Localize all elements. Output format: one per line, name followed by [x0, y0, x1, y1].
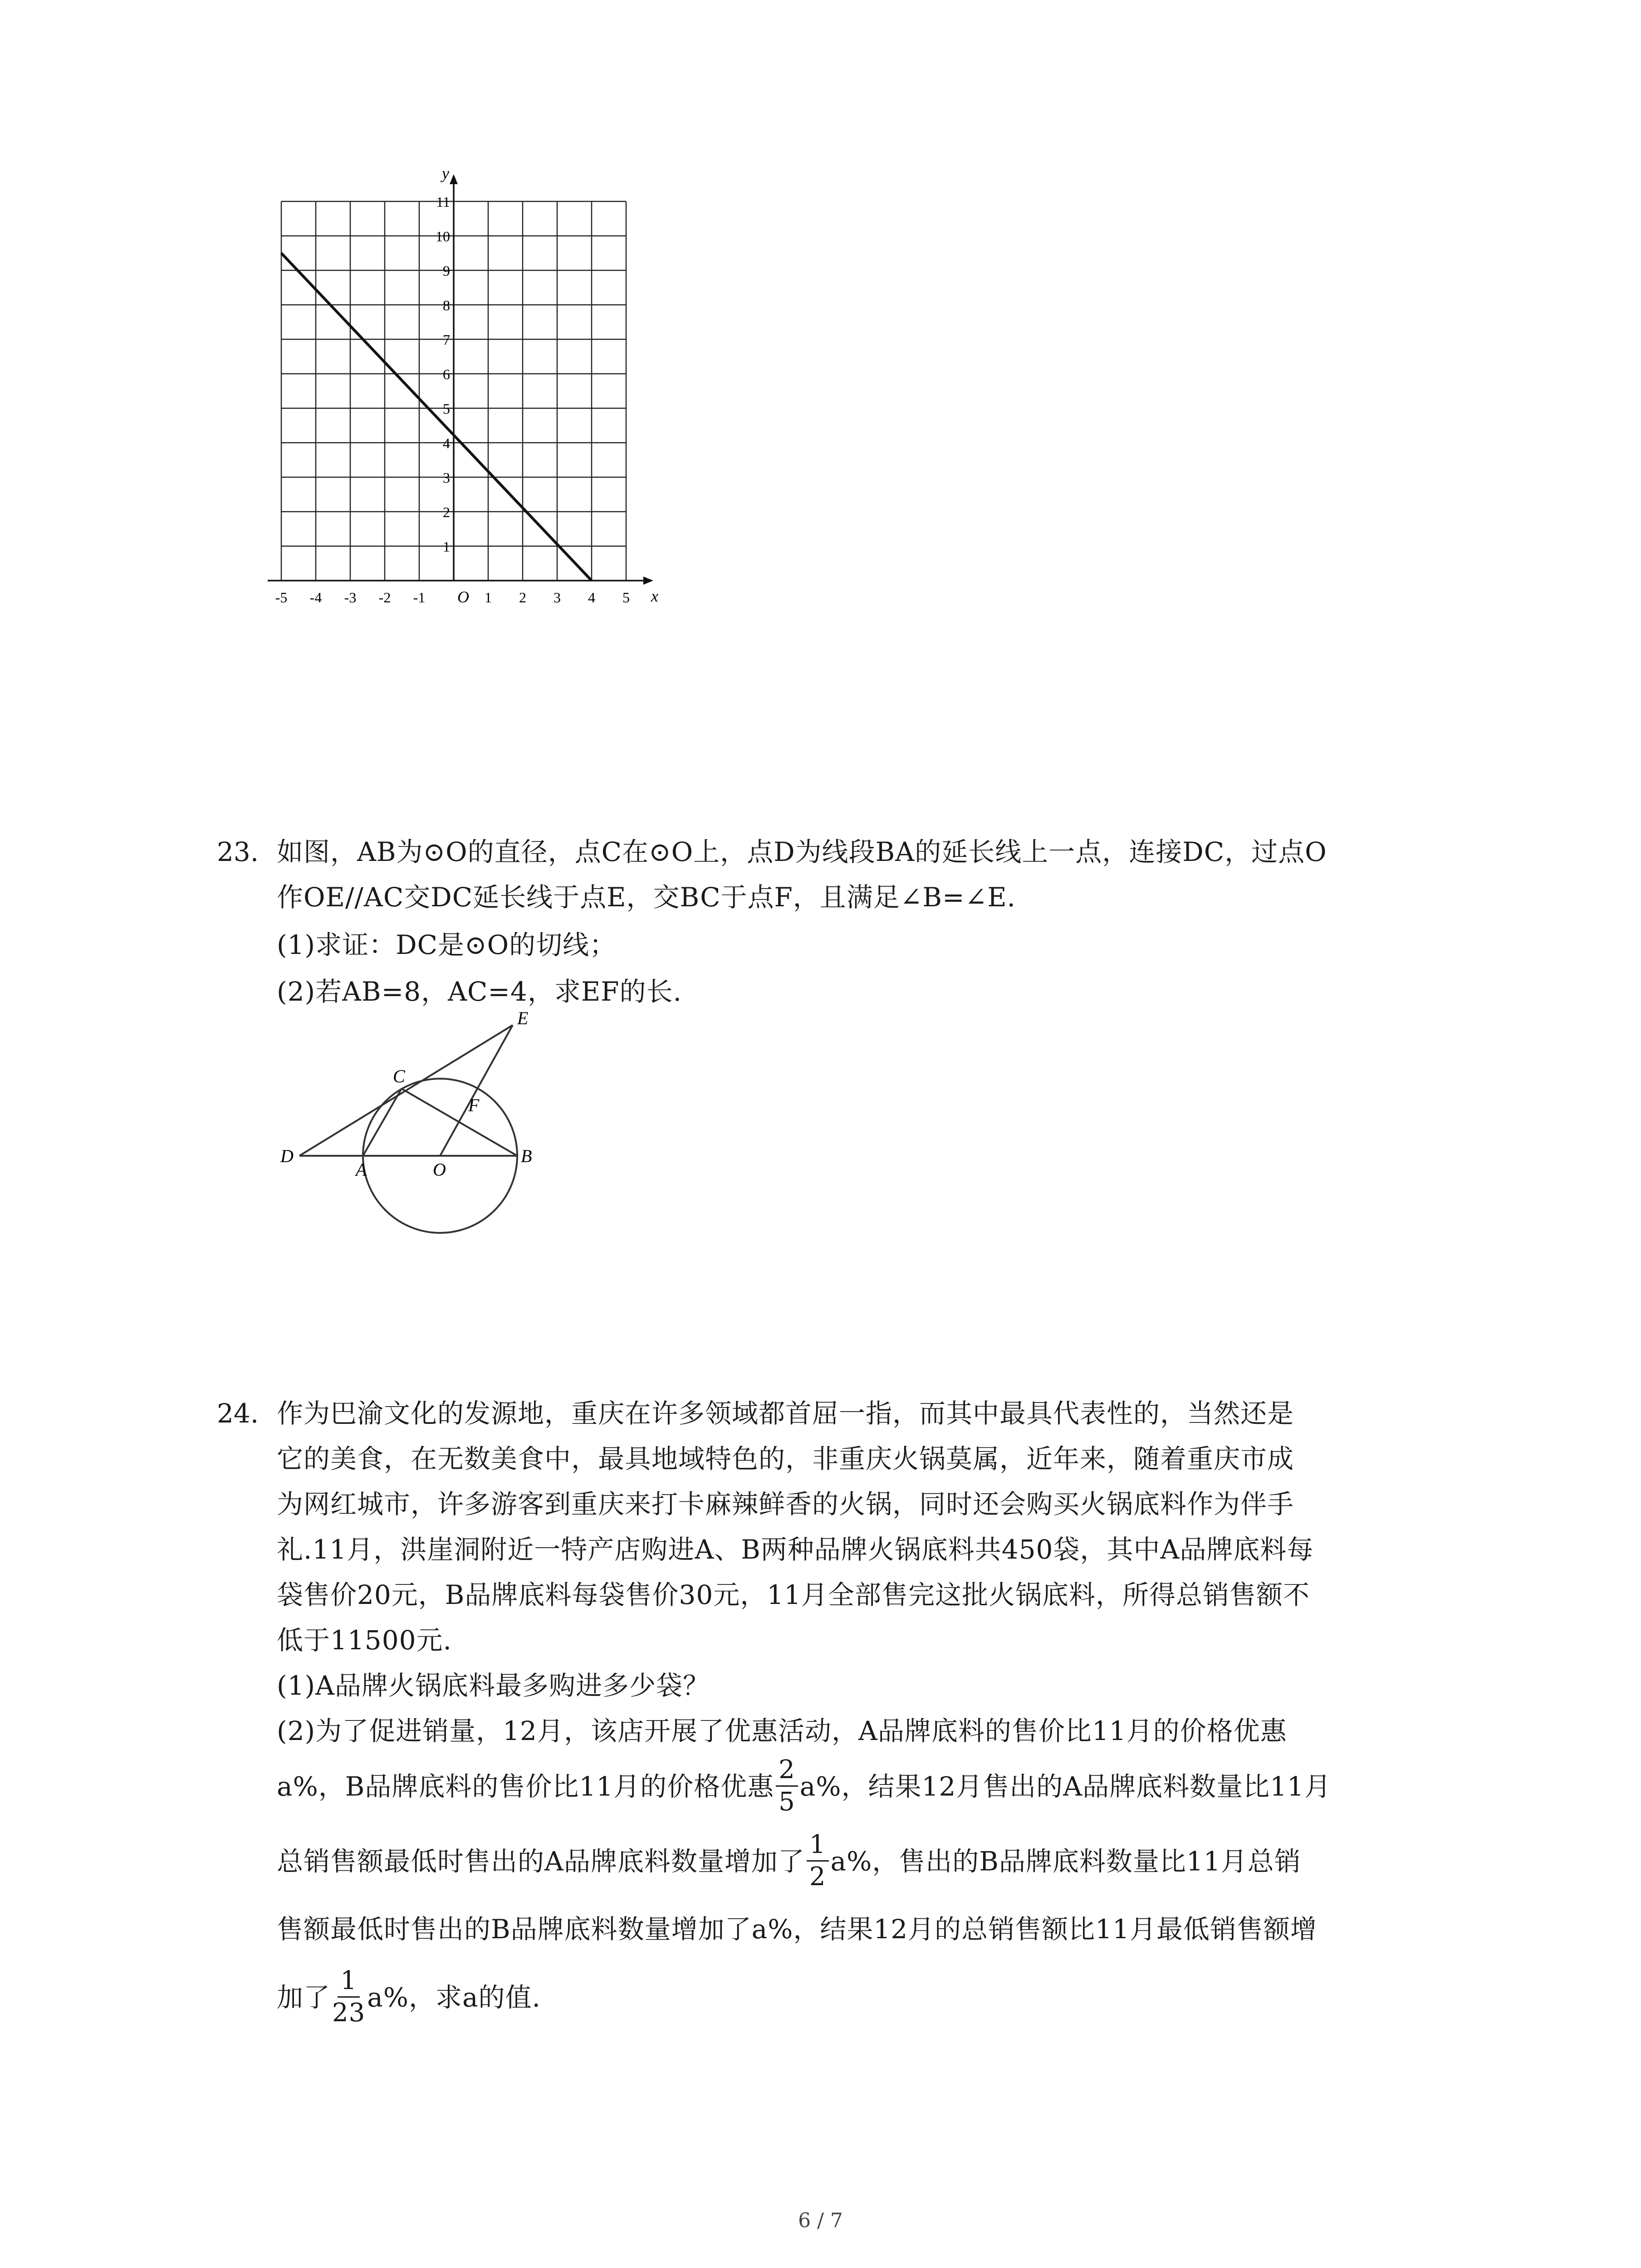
label-d: D: [280, 1146, 294, 1166]
fraction-two-fifths: [776, 1757, 798, 1815]
question-24-number: 24.: [217, 1398, 259, 1429]
plotted-line: [281, 253, 592, 581]
y-tick-label: 3: [443, 469, 450, 486]
line-12-text-a: 加了: [277, 1982, 331, 2013]
page-number: 6 / 7: [798, 2209, 843, 2232]
fraction-denominator: 23: [332, 1998, 366, 2028]
label-o: O: [433, 1159, 446, 1180]
y-tick-label: 9: [443, 263, 450, 279]
origin-label: O: [457, 588, 469, 606]
line-9-text-b: a%，结果12月售出的A品牌底料数量比11月: [799, 1771, 1331, 1802]
y-tick-label: 7: [443, 332, 450, 348]
line-9-text-a: a%，B品牌底料的售价比11月的价格优惠: [277, 1771, 774, 1802]
x-tick-label: -2: [378, 589, 391, 606]
line-12-text-b: a%，求a的值.: [367, 1982, 541, 2013]
question-24-line-3: 为网红城市，许多游客到重庆来打卡麻辣鲜香的火锅，同时还会购买火锅底料作为伴手: [277, 1489, 1294, 1520]
x-tick-label: 5: [622, 589, 630, 606]
y-tick-label: 1: [443, 538, 450, 555]
fraction-denominator: 5: [779, 1787, 795, 1817]
question-24-part-1: (1)A品牌火锅底料最多购进多少袋？: [277, 1670, 710, 1701]
y-tick-label: 2: [443, 504, 450, 520]
line-10-text-b: a%，售出的B品牌底料数量比11月总销: [830, 1846, 1301, 1877]
question-24-part-2: (2)为了促进销量，12月，该店开展了优惠活动，A品牌底料的售价比11月的价格优惠: [277, 1716, 1287, 1746]
y-axis-label: y: [442, 164, 449, 182]
line-10-text-a: 总销售额最低时售出的A品牌底料数量增加了: [277, 1846, 805, 1877]
question-23-part-1: (1)求证：DC是⊙O的切线；: [277, 929, 617, 960]
fraction-numerator: 1: [807, 1832, 829, 1862]
question-23-number: 23.: [217, 836, 259, 867]
x-tick-label: -3: [344, 589, 357, 606]
line-ac: [363, 1089, 402, 1156]
circle-geometry-figure: [272, 1008, 554, 1252]
y-tick-label: 4: [443, 435, 450, 451]
question-24-line-10: [277, 1830, 1301, 1892]
fraction-one-twenty-third: [332, 1968, 365, 2026]
label-b: B: [521, 1146, 532, 1166]
label-a: A: [356, 1159, 367, 1180]
coordinate-graph: [272, 164, 671, 635]
x-tick-label: 2: [519, 589, 526, 606]
question-23-part-2: (2)若AB=8，AC=4，求EF的长.: [277, 976, 682, 1007]
x-tick-label: 4: [588, 589, 595, 606]
label-c: C: [393, 1066, 405, 1086]
question-23-line-2: 作OE//AC交DC延长线于点E，交BC于点F，且满足∠B=∠E.: [277, 882, 1016, 913]
x-axis-label: x: [651, 587, 658, 605]
x-tick-label: -5: [275, 589, 288, 606]
y-tick-label: 10: [436, 228, 450, 244]
question-24-line-2: 它的美食，在无数美食中，最具地域特色的，非重庆火锅莫属，近年来，随着重庆市成: [277, 1443, 1294, 1474]
x-tick-label: -1: [413, 589, 426, 606]
y-axis-arrow: [450, 174, 458, 184]
question-23-line-1: 如图，AB为⊙O的直径，点C在⊙O上，点D为线段BA的延长线上一点，连接DC，过点O: [277, 836, 1327, 867]
x-tick-label: 1: [485, 589, 492, 606]
label-f: F: [468, 1095, 480, 1115]
fraction-denominator: 2: [809, 1862, 826, 1892]
label-e: E: [517, 1008, 529, 1028]
y-tick-label: 11: [436, 194, 450, 210]
x-tick-label: -4: [309, 589, 322, 606]
fraction-numerator: 1: [338, 1968, 360, 1998]
question-24-line-4: 礼.11月，洪崖洞附近一特产店购进A、B两种品牌火锅底料共450袋，其中A品牌底料每: [277, 1534, 1314, 1565]
question-24-line-9: [277, 1755, 1331, 1818]
question-24-line-12: [277, 1966, 541, 2028]
fraction-numerator: 2: [776, 1757, 798, 1787]
question-24-line-1: 作为巴渝文化的发源地，重庆在许多领域都首屈一指，而其中最具代表性的，当然还是: [277, 1398, 1294, 1429]
line-oe: [440, 1025, 513, 1156]
y-tick-label: 8: [443, 297, 450, 313]
fraction-one-half: [807, 1832, 829, 1890]
x-axis-arrow: [643, 577, 653, 585]
question-24-line-6: 低于11500元.: [277, 1625, 452, 1656]
y-tick-label: 5: [443, 401, 450, 417]
y-tick-label: 6: [443, 366, 450, 382]
question-24-line-5: 袋售价20元，B品牌底料每袋售价30元，11月全部售完这批火锅底料，所得总销售额不: [277, 1579, 1310, 1610]
question-24-line-11: 售额最低时售出的B品牌底料数量增加了a%，结果12月的总销售额比11月最低销售额增: [277, 1914, 1317, 1945]
x-tick-label: 3: [554, 589, 561, 606]
